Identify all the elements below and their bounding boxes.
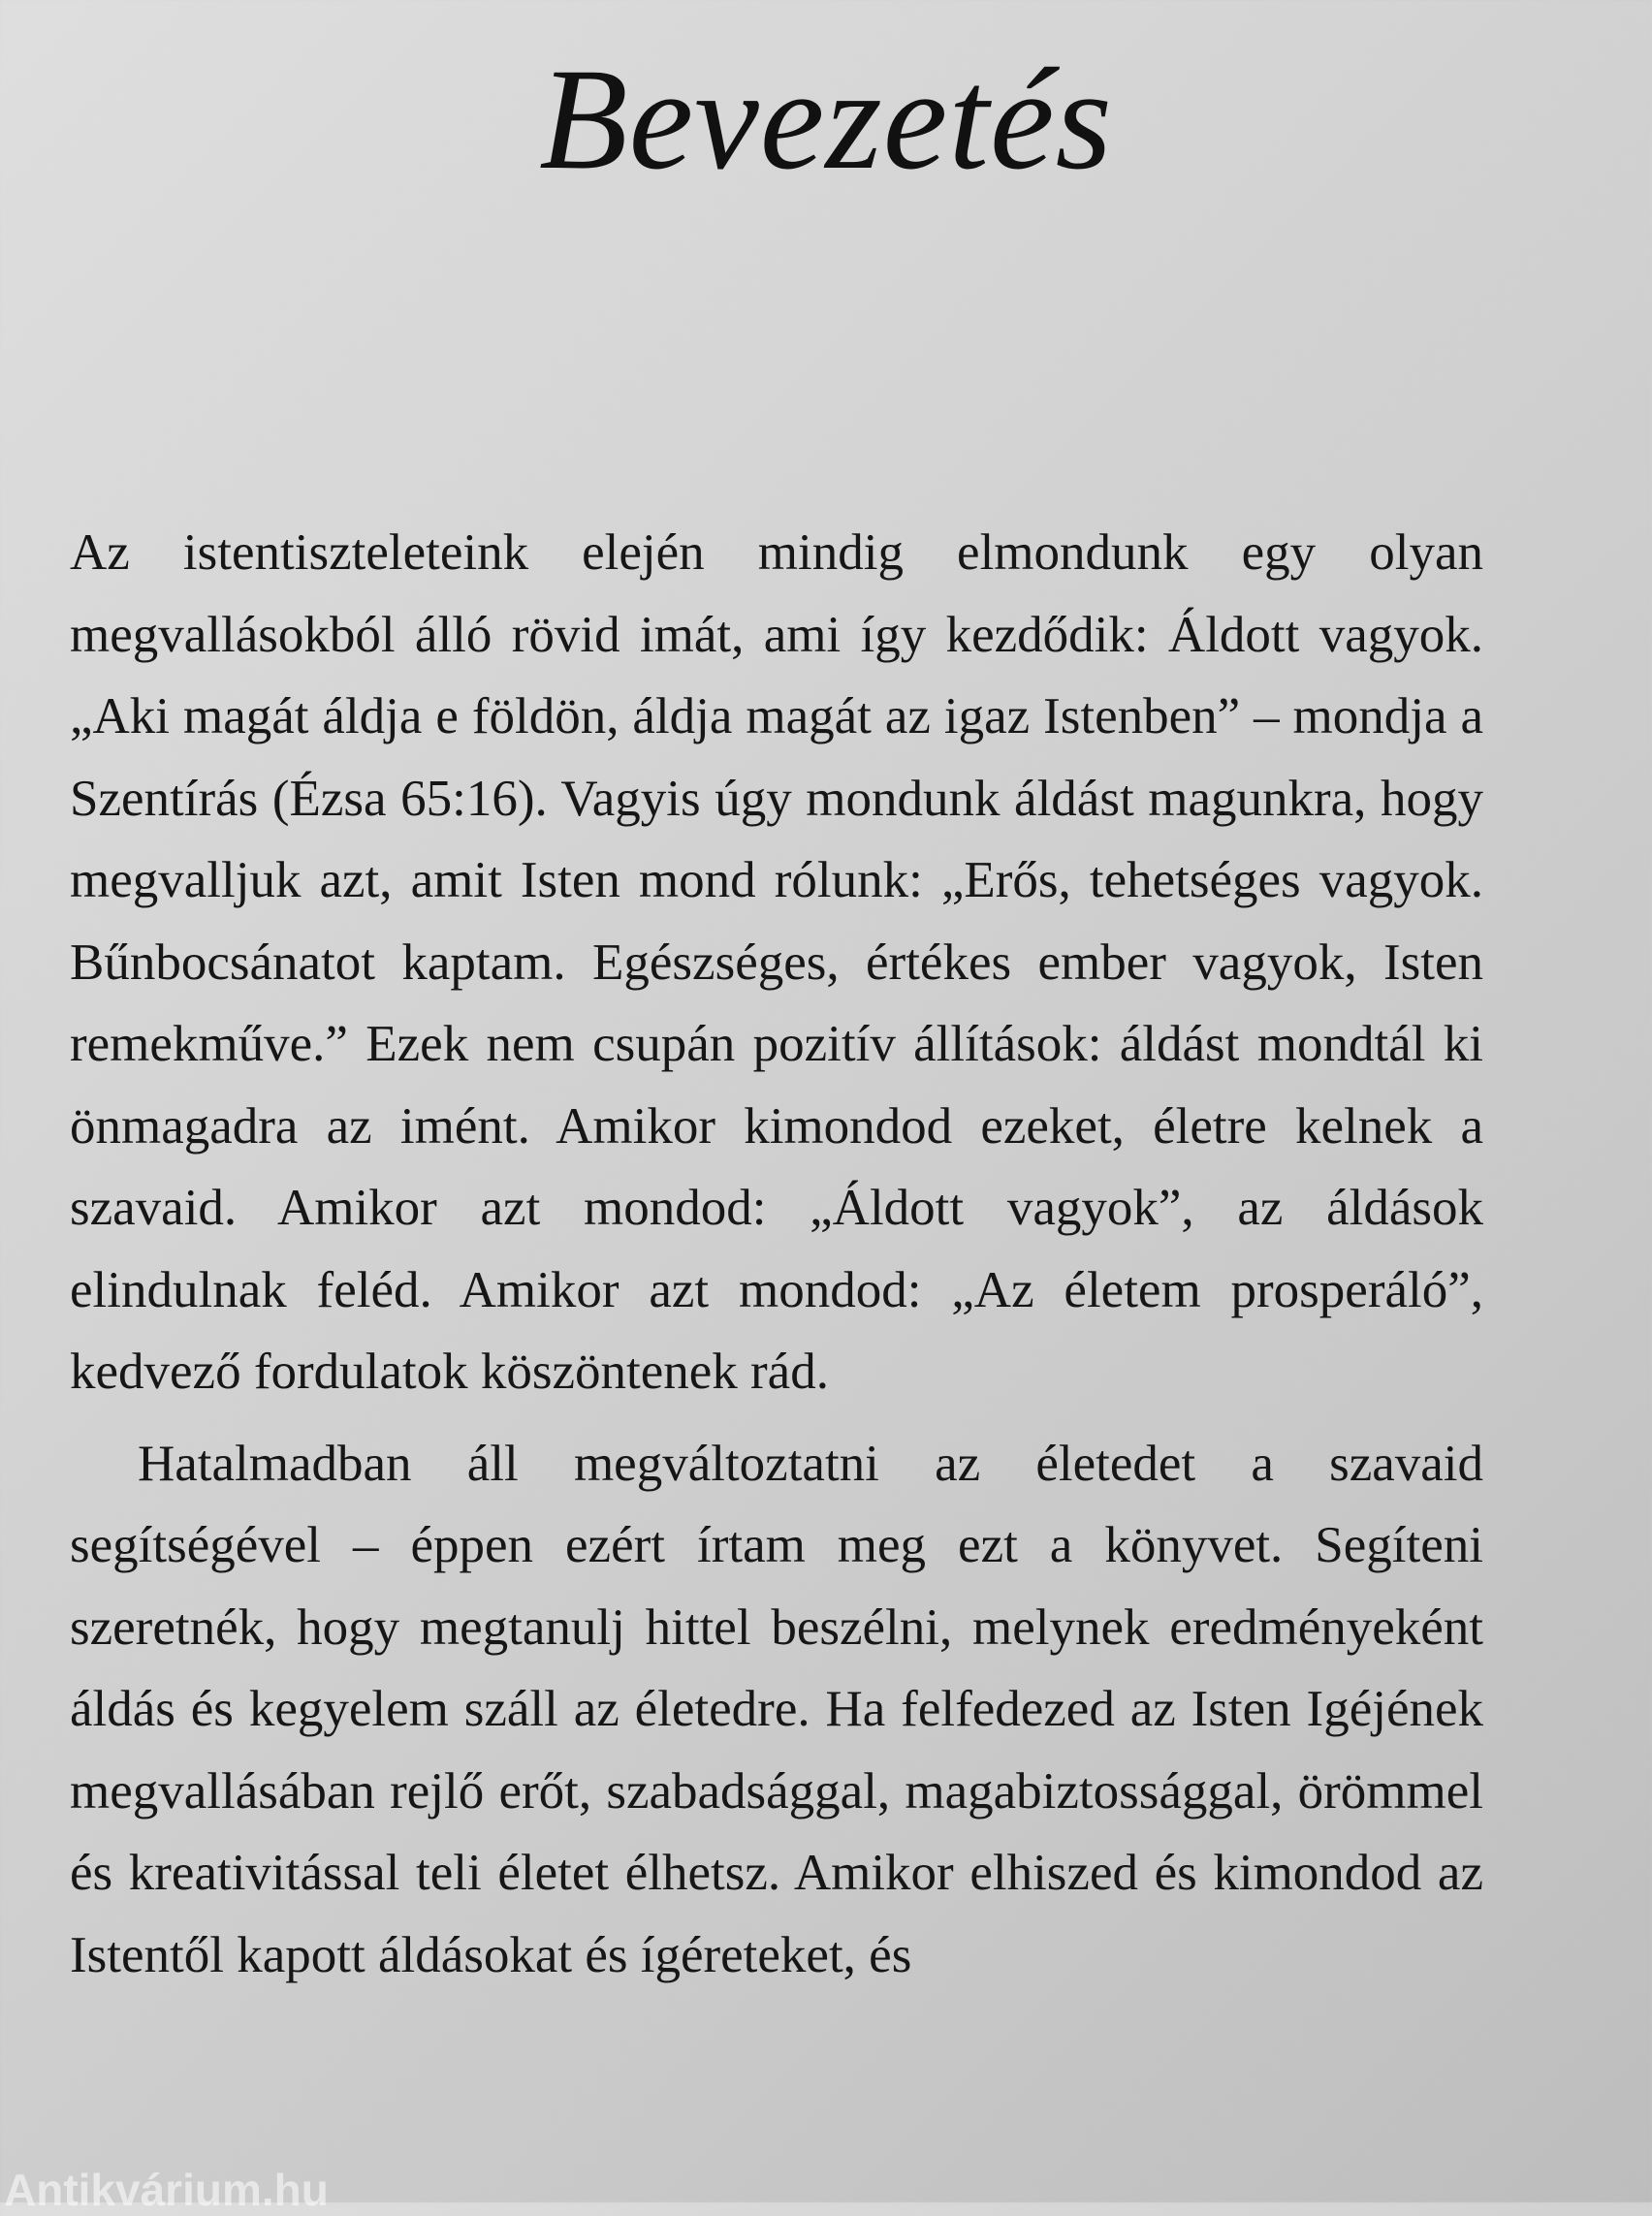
paragraph-2: Hatalmadban áll megváltoztatni az életedet a szavaid segítségével – éppen ezért írtam meg ezt a könyvet. Segíteni szeretnék, hogy megtanulj hittel beszélni, melynek eredményeként áldás és kegyelem száll az életedre. Ha felfedezed az Isten Igéjének megvallásában rejlő erőt, szabadsággal, magabiztossággal, örömmel és kreativitással teli életet élhetsz. Amikor elhiszed és kimondod az Istentől kapott áldásokat és ígéreteket, és bbox=[70, 1435, 1483, 1983]
watermark: Antikvárium.hu bbox=[4, 2165, 329, 2215]
body-text bbox=[70, 512, 1483, 1996]
paragraph-1: Az istentiszteleteink elején mindig elmondunk egy olyan megvallásokból álló rövid imát, ami így kezdődik: Áldott vagyok. „Aki magát áldja e földön, áldja magát az igaz Istenben” – mondja a Szentírás (Ézsa 65:16). Vagyis úgy mondunk áldást magunkra, hogy megvalljuk azt, amit Isten mond rólunk: „Erős, tehetséges vagyok. Bűnbocsánatot kaptam. Egészséges, értékes ember vagyok, Isten remekműve.” Ezek nem csupán pozitív állítások: áldást mondtál ki önmagadra az imént. Amikor kimondod ezeket, életre kelnek a szavaid. Amikor azt mondod: „Áldott vagyok”, az áldások elindulnak feléd. Amikor azt mondod: „Az életem prosperáló”, kedvező fordulatok köszöntenek rád. bbox=[70, 524, 1483, 1400]
chapter-title: Bevezetés bbox=[539, 39, 1113, 200]
